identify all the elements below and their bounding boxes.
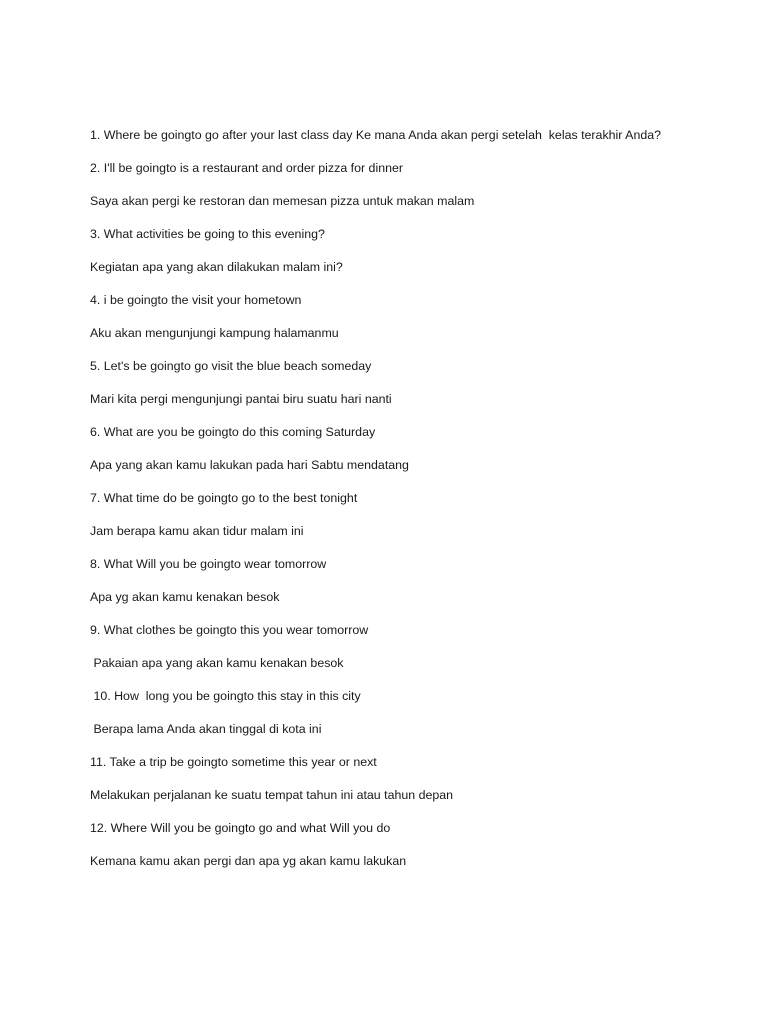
line-q5: 5. Let's be goingto go visit the blue beach someday [90,359,372,373]
line-a6: Apa yang akan kamu lakukan pada hari Sabtu mendatang [90,458,409,472]
line-a2: Saya akan pergi ke restoran dan memesan pizza untuk makan malam [90,194,475,208]
line-q6: 6. What are you be goingto do this coming Saturday [90,425,376,439]
line-a5: Mari kita pergi mengunjungi pantai biru suatu hari nanti [90,392,392,406]
line-a12: Kemana kamu akan pergi dan apa yg akan kamu lakukan [90,854,407,868]
line-q12: 12. Where Will you be goingto go and what Will you do [90,821,391,835]
line-q10: 10. How long you be goingto this stay in this city [90,689,361,703]
line-q11: 11. Take a trip be goingto sometime this year or next [90,755,377,769]
line-a8: Apa yg akan kamu kenakan besok [90,590,280,604]
line-q3: 3. What activities be going to this evening? [90,227,325,241]
line-a10: Berapa lama Anda akan tinggal di kota ini [90,722,322,736]
document-body [90,124,750,883]
line-q2: 2. I'll be goingto is a restaurant and order pizza for dinner [90,161,404,175]
line-q9: 9. What clothes be goingto this you wear tomorrow [90,623,369,637]
line-q4: 4. i be goingto the visit your hometown [90,293,302,307]
line-a11: Melakukan perjalanan ke suatu tempat tahun ini atau tahun depan [90,788,454,802]
line-q7: 7. What time do be goingto go to the best tonight [90,491,358,505]
line-q1: 1. Where be goingto go after your last class day Ke mana Anda akan pergi setelah kelas terakhir Anda? [90,128,662,142]
line-a3: Kegiatan apa yang akan dilakukan malam ini? [90,260,343,274]
line-q8: 8. What Will you be goingto wear tomorrow [90,557,327,571]
line-a9: Pakaian apa yang akan kamu kenakan besok [90,656,344,670]
line-a7: Jam berapa kamu akan tidur malam ini [90,524,304,538]
line-a4: Aku akan mengunjungi kampung halamanmu [90,326,339,340]
